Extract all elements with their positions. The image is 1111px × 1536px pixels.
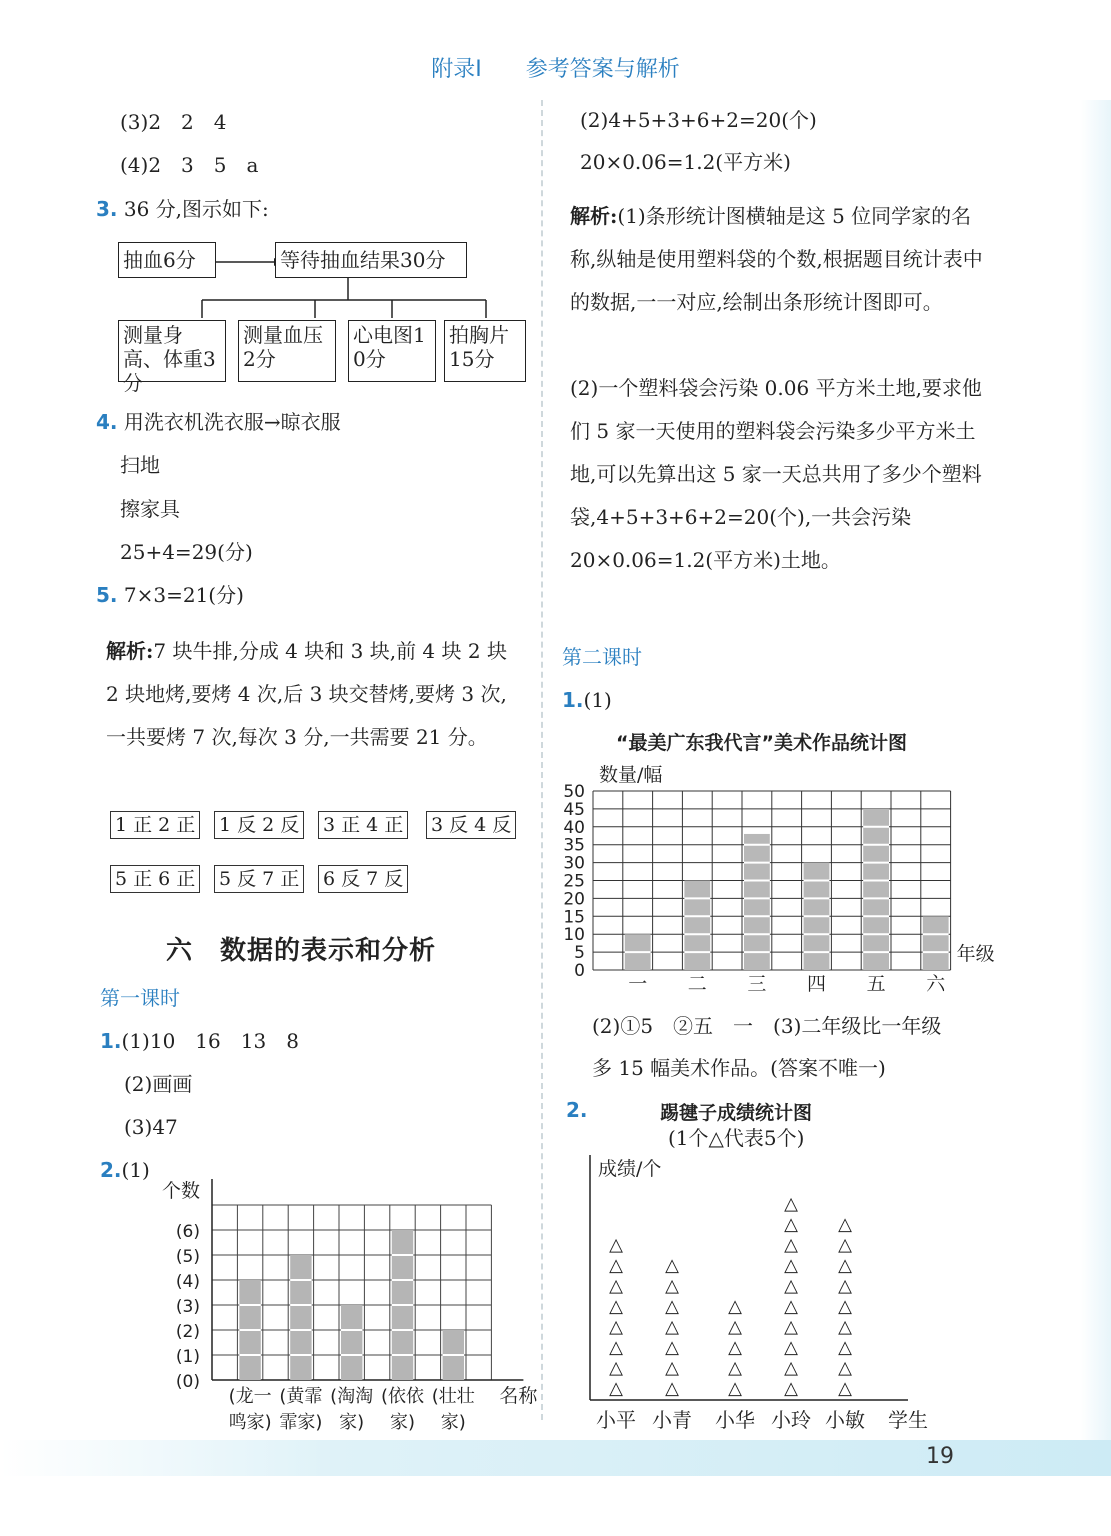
page-number: 19 <box>926 1444 954 1469</box>
tag-1: 1 正 2 正 <box>110 811 200 839</box>
question-number: 2. <box>566 1098 588 1122</box>
r-q1-after-1: (2)①5 ②五 一 (3)二年级比一年级 <box>592 1014 942 1038</box>
analysis-2-p2: (2)一个塑料袋会污染 0.06 平方米土地,要求他们 5 家一天使用的塑料袋会污染多少平方米土地,可以先算出这 5 家一天总共用了多少个塑料袋,4+5+3+6+2=20(个),一共会污染 20×0.06=1.2(平方米)土地。 <box>570 376 982 572</box>
s1-answer-a: (1)10 16 13 8 <box>121 1029 299 1053</box>
question-text: 36 分,图示如下: <box>123 197 269 221</box>
x-tick-label: 四 <box>806 973 827 995</box>
x-tick-label: (壮壮 <box>431 1386 475 1407</box>
q4-line-3: 擦家具 <box>120 497 180 521</box>
s1-line-2: (2)画画 <box>124 1072 193 1096</box>
pictograph-shuttlecock <box>580 1155 940 1440</box>
x-tick-label: 霏家) <box>279 1412 323 1433</box>
x-tick-label: 鸣家) <box>228 1412 272 1433</box>
r-q1-a: (1) <box>583 688 612 712</box>
tag-3: 3 正 4 正 <box>318 811 408 839</box>
answer-3: (3)2 2 4 <box>120 110 227 134</box>
triangle-symbol: △ <box>728 1378 742 1399</box>
y-tick-label: 20 <box>563 889 585 910</box>
triangle-symbol: △ <box>609 1255 623 1276</box>
bar <box>290 1255 311 1380</box>
triangle-symbol: △ <box>665 1275 679 1297</box>
tag-7: 6 反 7 反 <box>318 865 408 893</box>
r-q2-number <box>566 1098 588 1122</box>
x-tick-label: 二 <box>687 973 707 995</box>
x-axis-label: 学生 <box>888 1408 928 1432</box>
triangle-symbol: △ <box>665 1357 679 1379</box>
bar <box>863 809 889 970</box>
y-tick-label: 45 <box>563 799 585 820</box>
question-3 <box>96 197 269 221</box>
question-text: 用洗衣机洗衣服 <box>123 410 264 434</box>
analysis-label: 解析: <box>106 639 154 663</box>
triangle-symbol: △ <box>784 1357 798 1379</box>
triangle-symbol: △ <box>838 1357 852 1379</box>
triangle-symbol: △ <box>665 1378 679 1399</box>
triangle-symbol: △ <box>665 1296 679 1317</box>
y-axis-label: 数量/幅 <box>599 764 663 786</box>
y-tick-label: (1) <box>175 1347 200 1367</box>
x-axis-label: 年级 <box>956 943 995 965</box>
question-text-2: 晾衣服 <box>280 410 341 434</box>
x-tick-label: 六 <box>926 973 946 995</box>
y-axis-label: 成绩/个 <box>598 1158 662 1180</box>
triangle-symbol: △ <box>838 1296 852 1317</box>
y-tick-label: (2) <box>175 1322 200 1342</box>
x-tick-label: 小华 <box>715 1408 755 1432</box>
triangle-symbol: △ <box>609 1357 623 1379</box>
analysis-1 <box>106 630 524 759</box>
triangle-symbol: △ <box>784 1316 798 1338</box>
question-text: 7×3=21(分) <box>123 583 244 607</box>
y-tick-label: 30 <box>563 853 585 874</box>
flow-box-ecg: 心电图10分 <box>348 320 436 382</box>
s1-line-3: (3)47 <box>124 1115 178 1139</box>
bar-chart-art-works <box>555 750 1015 1000</box>
s1-line-1 <box>100 1029 299 1053</box>
x-tick-label: (龙一 <box>228 1386 272 1407</box>
y-tick-label: 25 <box>563 871 585 892</box>
triangle-symbol: △ <box>838 1337 852 1358</box>
x-tick-label: 小平 <box>596 1408 636 1432</box>
triangle-symbol: △ <box>784 1234 798 1256</box>
bar-chart-plastic-bags <box>150 1170 540 1440</box>
flow-box-height: 测量身高、体重3分 <box>118 320 226 382</box>
bar <box>684 881 710 971</box>
y-tick-label: 0 <box>574 961 585 981</box>
tag-2: 1 反 2 反 <box>214 811 304 839</box>
triangle-symbol: △ <box>728 1296 742 1317</box>
section-title: 六 数据的表示和分析 <box>166 936 437 966</box>
header-right: 参考答案与解析 <box>525 57 680 82</box>
lesson-1-title: 第一课时 <box>100 986 180 1010</box>
triangle-symbol: △ <box>838 1316 852 1338</box>
x-tick-label: 家) <box>389 1412 416 1433</box>
triangle-symbol: △ <box>609 1275 623 1297</box>
y-tick-label: 40 <box>563 817 585 838</box>
flow-box-blood: 抽血6分 <box>118 242 216 278</box>
y-tick-label: (3) <box>175 1297 200 1317</box>
x-axis-label: 名称 <box>499 1385 538 1407</box>
answer-4: (4)2 3 5 a <box>120 153 259 177</box>
x-tick-label: 家) <box>339 1412 365 1433</box>
triangle-symbol: △ <box>609 1378 623 1399</box>
y-tick-label: 50 <box>563 782 585 802</box>
right-line-1: (2)4+5+3+6+2=20(个) <box>580 108 817 132</box>
x-tick-label: 一 <box>628 973 648 995</box>
triangle-symbol: △ <box>728 1337 742 1358</box>
triangle-symbol: △ <box>609 1337 623 1358</box>
triangle-symbol: △ <box>784 1255 798 1276</box>
lesson-2-title: 第二课时 <box>562 645 642 669</box>
triangle-symbol: △ <box>784 1193 798 1215</box>
bar <box>744 834 770 970</box>
pictograph-subtitle: (1个△代表5个) <box>668 1126 805 1150</box>
triangle-symbol: △ <box>784 1378 798 1399</box>
page-header <box>0 52 1111 83</box>
right-line-2: 20×0.06=1.2(平方米) <box>580 150 791 174</box>
pictograph-title: 踢毽子成绩统计图 <box>660 1102 813 1124</box>
question-4 <box>96 410 341 434</box>
x-tick-label: 小敏 <box>825 1408 865 1432</box>
triangle-symbol: △ <box>609 1234 623 1256</box>
header-left: 附录Ⅰ <box>431 57 482 82</box>
x-tick-label: 家) <box>440 1412 466 1433</box>
flow-box-wait: 等待抽血结果30分 <box>275 242 467 278</box>
y-tick-label: 10 <box>563 925 585 946</box>
y-tick-label: (5) <box>175 1247 200 1267</box>
y-tick-label: 35 <box>563 835 585 856</box>
r-q1-line <box>562 688 612 712</box>
triangle-symbol: △ <box>838 1234 852 1256</box>
triangle-symbol: △ <box>784 1275 798 1297</box>
right-margin-band <box>1080 100 1111 1440</box>
bar <box>923 916 949 970</box>
x-tick-label: (依依 <box>380 1386 425 1407</box>
art-chart-title: “最美广东我代言”美术作品统计图 <box>616 732 907 754</box>
analysis-label: 解析: <box>570 204 618 228</box>
flow-box-pressure: 测量血压2分 <box>238 320 336 382</box>
bar <box>341 1305 362 1380</box>
triangle-symbol: △ <box>838 1255 852 1276</box>
tag-5: 5 正 6 正 <box>110 865 200 893</box>
x-tick-label: 三 <box>747 973 767 995</box>
triangle-symbol: △ <box>838 1214 852 1235</box>
triangle-symbol: △ <box>784 1296 798 1317</box>
question-number: 3. <box>96 197 118 221</box>
triangle-symbol: △ <box>784 1337 798 1358</box>
x-tick-label: 五 <box>866 973 886 995</box>
question-number: 2. <box>100 1158 122 1182</box>
triangle-symbol: △ <box>665 1337 679 1358</box>
y-tick-label: (0) <box>175 1372 200 1392</box>
s2-line-1 <box>100 1158 150 1182</box>
x-tick-label: (淘淘 <box>330 1386 374 1407</box>
question-number: 1. <box>100 1029 122 1053</box>
triangle-symbol: △ <box>665 1316 679 1338</box>
triangle-symbol: △ <box>728 1357 742 1379</box>
q4-line-4: 25+4=29(分) <box>120 540 253 564</box>
arrow-icon: → <box>263 410 281 434</box>
x-tick-label: 小玲 <box>771 1408 811 1432</box>
s2-answer-a: (1) <box>121 1158 150 1182</box>
y-tick-label: (4) <box>175 1272 200 1292</box>
y-tick-label: (6) <box>175 1222 200 1242</box>
analysis-2-p1 <box>570 195 990 324</box>
y-tick-label: 15 <box>563 907 585 928</box>
question-5 <box>96 583 244 607</box>
triangle-symbol: △ <box>784 1214 798 1235</box>
triangle-symbol: △ <box>838 1275 852 1297</box>
triangle-symbol: △ <box>609 1316 623 1338</box>
triangle-symbol: △ <box>609 1296 623 1317</box>
x-tick-label: 小青 <box>652 1408 692 1432</box>
y-axis-label: 个数 <box>162 1180 201 1202</box>
column-divider <box>541 100 543 1420</box>
question-number: 1. <box>562 688 584 712</box>
x-tick-label: (黄霏 <box>279 1386 323 1407</box>
question-number: 4. <box>96 410 118 434</box>
triangle-symbol: △ <box>838 1378 852 1399</box>
q4-line-2: 扫地 <box>120 453 160 477</box>
analysis-body-1: (1)条形统计图横轴是这 5 位同学家的名称,纵轴是使用塑料袋的个数,根据题目统计表中的数据,一一对应,绘制出条形统计图即可。 <box>570 204 983 314</box>
question-number: 5. <box>96 583 118 607</box>
flow-box-xray: 拍胸片15分 <box>444 320 526 382</box>
triangle-symbol: △ <box>665 1255 679 1276</box>
tag-6: 5 反 7 正 <box>214 865 304 893</box>
y-tick-label: 5 <box>574 943 585 964</box>
r-q1-after-2: 多 15 幅美术作品。(答案不唯一) <box>592 1056 886 1080</box>
triangle-symbol: △ <box>728 1316 742 1338</box>
analysis-body: 7 块牛排,分成 4 块和 3 块,前 4 块 2 块 2 块地烤,要烤 4 次,后 3 块交替烤,要烤 3 次,一共要烤 7 次,每次 3 分,一共需要 21 分。 <box>106 639 507 749</box>
tag-4: 3 反 4 反 <box>426 811 516 839</box>
